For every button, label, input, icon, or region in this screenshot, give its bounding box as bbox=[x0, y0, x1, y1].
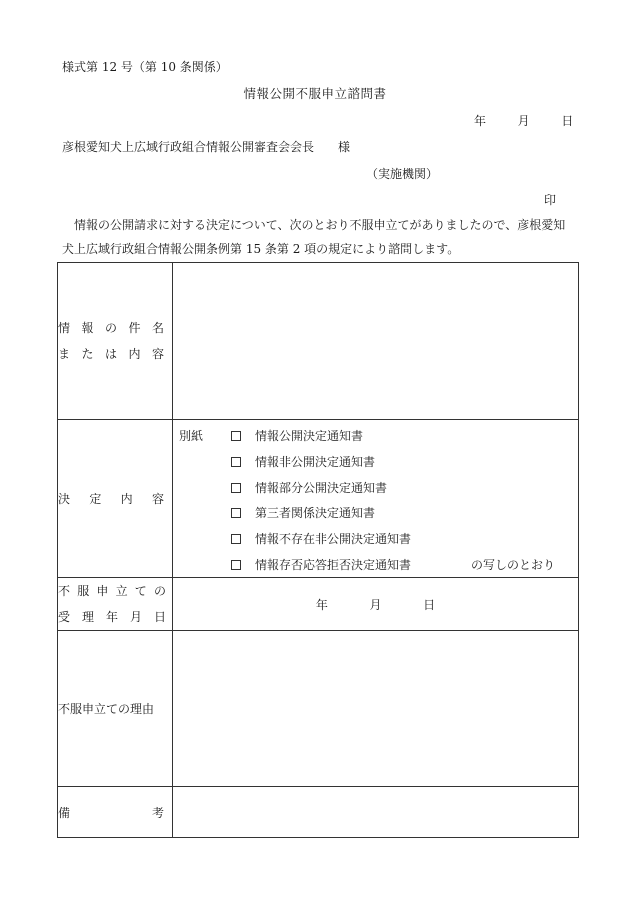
decision-label: 決 定 内 容 bbox=[58, 420, 173, 578]
date-day: 日 bbox=[561, 114, 574, 128]
receipt-label-line1: 不 服 申 立 て の bbox=[58, 584, 166, 598]
checkbox[interactable] bbox=[231, 508, 241, 518]
option-partial-disclosure[interactable]: 情報部分公開決定通知書 bbox=[231, 479, 387, 496]
option-disclosure[interactable]: 情報公開決定通知書 bbox=[231, 427, 363, 444]
reason-label: 不服申立ての理由 bbox=[58, 631, 173, 787]
option-refusal-to-confirm[interactable]: 情報存否応答拒否決定通知書 bbox=[231, 556, 411, 573]
receipt-date-row bbox=[58, 578, 579, 631]
date-month: 月 bbox=[517, 114, 530, 128]
reason-field[interactable] bbox=[173, 631, 579, 787]
remarks-row bbox=[58, 787, 579, 838]
reason-row bbox=[58, 631, 579, 787]
subject-field[interactable] bbox=[173, 263, 579, 420]
submission-date bbox=[474, 112, 573, 129]
attachment-prefix: 別紙 bbox=[179, 429, 204, 443]
subject-label-line1: 情 報 の 件 名 bbox=[58, 321, 164, 335]
receipt-date-field[interactable] bbox=[173, 578, 579, 631]
seal-mark: 印 bbox=[544, 193, 557, 207]
checkbox[interactable] bbox=[231, 457, 241, 467]
receipt-year: 年 bbox=[315, 597, 328, 612]
intro-paragraph bbox=[62, 213, 577, 261]
option-nondisclosure[interactable]: 情報非公開決定通知書 bbox=[231, 453, 375, 470]
document-title: 情報公開不服申立諮問書 bbox=[243, 86, 387, 101]
checkbox[interactable] bbox=[231, 534, 241, 544]
receipt-date-label bbox=[58, 578, 173, 631]
checkbox[interactable] bbox=[231, 483, 241, 493]
date-year: 年 bbox=[474, 114, 487, 128]
subject-label bbox=[58, 263, 173, 420]
inquiry-form-table bbox=[57, 262, 579, 838]
form-number: 様式第 12 号（第 10 条関係） bbox=[62, 60, 228, 74]
option-third-party[interactable]: 第三者関係決定通知書 bbox=[231, 504, 375, 521]
receipt-month: 月 bbox=[369, 597, 382, 612]
decision-row bbox=[58, 420, 579, 578]
decision-options bbox=[173, 420, 579, 578]
checkbox[interactable] bbox=[231, 560, 241, 570]
implementing-organization: （実施機関） bbox=[366, 167, 439, 181]
remarks-label: 備 考 bbox=[58, 787, 173, 838]
intro-line-2: 犬上広域行政組合情報公開条例第 15 条第 2 項の規定により諮問します。 bbox=[62, 242, 460, 256]
option-nonexistence[interactable]: 情報不存在非公開決定通知書 bbox=[231, 530, 411, 547]
subject-label-line2: ま た は 内 容 bbox=[58, 347, 164, 361]
subject-row bbox=[58, 263, 579, 420]
receipt-day: 日 bbox=[423, 597, 436, 612]
intro-line-1: 情報の公開請求に対する決定について、次のとおり不服申立てがありましたので、彦根愛知 bbox=[62, 218, 566, 232]
checkbox[interactable] bbox=[231, 431, 241, 441]
copy-suffix: の写しのとおり bbox=[471, 558, 556, 572]
addressee: 彦根愛知犬上広域行政組合情報公開審査会会長 様 bbox=[62, 140, 351, 154]
receipt-label-line2: 受 理 年 月 日 bbox=[58, 610, 166, 624]
remarks-field[interactable] bbox=[173, 787, 579, 838]
